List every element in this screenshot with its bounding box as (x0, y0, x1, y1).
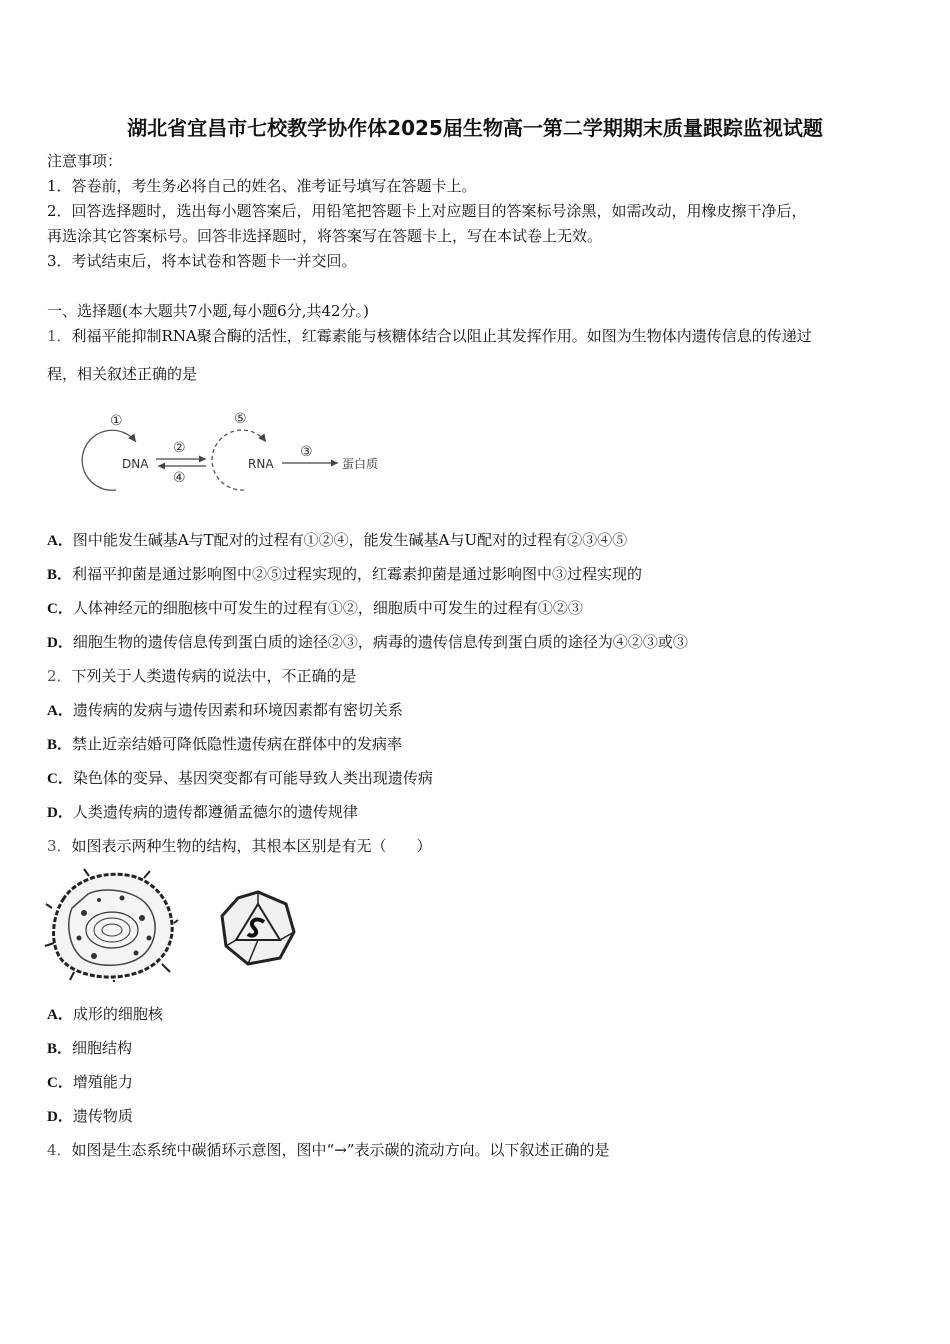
label-2: ② (173, 440, 186, 456)
question-4: 4．如图是生态系统中碳循环示意图，图中“→”表示碳的流动方向。以下叙述正确的是 (47, 1141, 610, 1159)
question-number: 1． (47, 327, 72, 345)
virus-illustration (218, 888, 298, 968)
q1-option-b: B．利福平抑菌是通过影响图中②⑤过程实现的，红霉素抑菌是通过影响图中③过程实现的 (47, 565, 643, 583)
q2-option-c: C．染色体的变异、基因突变都有可能导致人类出现遗传病 (47, 769, 433, 787)
label-5: ⑤ (234, 411, 247, 427)
q2-option-b: B．禁止近亲结婚可降低隐性遗传病在群体中的发病率 (47, 735, 403, 753)
question-3: 3．如图表示两种生物的结构，其根本区别是有无（ ） (47, 837, 432, 855)
question-1 (47, 326, 812, 346)
q3-option-d: D．遗传物质 (47, 1107, 133, 1125)
protein-label: 蛋白质 (342, 457, 379, 471)
q3-option-a: A．成形的细胞核 (47, 1005, 163, 1023)
question-1-cont: 程，相关叙述正确的是 (47, 365, 198, 383)
q2-option-a: A．遗传病的发病与遗传因素和环境因素都有密切关系 (47, 701, 403, 719)
q3-option-b: B．细胞结构 (47, 1039, 133, 1057)
q1-option-a: A．图中能发生碱基A与T配对的过程有①②④，能发生碱基A与U配对的过程有②③④⑤ (47, 531, 628, 549)
question-2: 2．下列关于人类遗传病的说法中，不正确的是 (47, 667, 357, 685)
dna-label: DNA (122, 457, 149, 471)
notice-item-2-cont: 再选涂其它答案标号。回答非选择题时，将答案写在答题卡上，写在本试卷上无效。 (47, 227, 603, 245)
genetic-info-flow-diagram (76, 408, 396, 498)
q2-option-d: D．人类遗传病的遗传都遵循孟德尔的遗传规律 (47, 803, 358, 821)
label-4: ④ (173, 470, 186, 486)
notice-heading: 注意事项： (47, 152, 123, 170)
question-text: 利福平能抑制RNA聚合酶的活性，红霉素能与核糖体结合以阻止其发挥作用。如图为生物体内遗传信息的传递过 (71, 327, 812, 345)
label-1: ① (110, 413, 123, 429)
notice-item-3: 3．考试结束后，将本试卷和答题卡一并交回。 (47, 252, 357, 270)
q3-option-c: C．增殖能力 (47, 1073, 133, 1091)
section-heading: 一、选择题(本大题共7小题,每小题6分,共42分。) (47, 302, 369, 320)
notice-item-2: 2．回答选择题时，选出每小题答案后，用铅笔把答题卡上对应题目的答案标号涂黑，如需改动，用橡皮擦干净后， (47, 202, 807, 220)
q1-option-d: D．细胞生物的遗传信息传到蛋白质的途径②③，病毒的遗传信息传到蛋白质的途径为④②③或③ (47, 633, 688, 651)
label-3: ③ (300, 444, 313, 460)
page-title: 湖北省宜昌市七校教学协作体2025届生物高一第二学期期末质量跟踪监视试题 (127, 116, 823, 140)
q1-option-c: C．人体神经元的细胞核中可发生的过程有①②，细胞质中可发生的过程有①②③ (47, 599, 583, 617)
notice-item-1: 1．答卷前，考生务必将自己的姓名、准考证号填写在答题卡上。 (47, 177, 477, 195)
bacterium-cell-illustration (44, 868, 179, 983)
rna-label: RNA (248, 457, 274, 471)
